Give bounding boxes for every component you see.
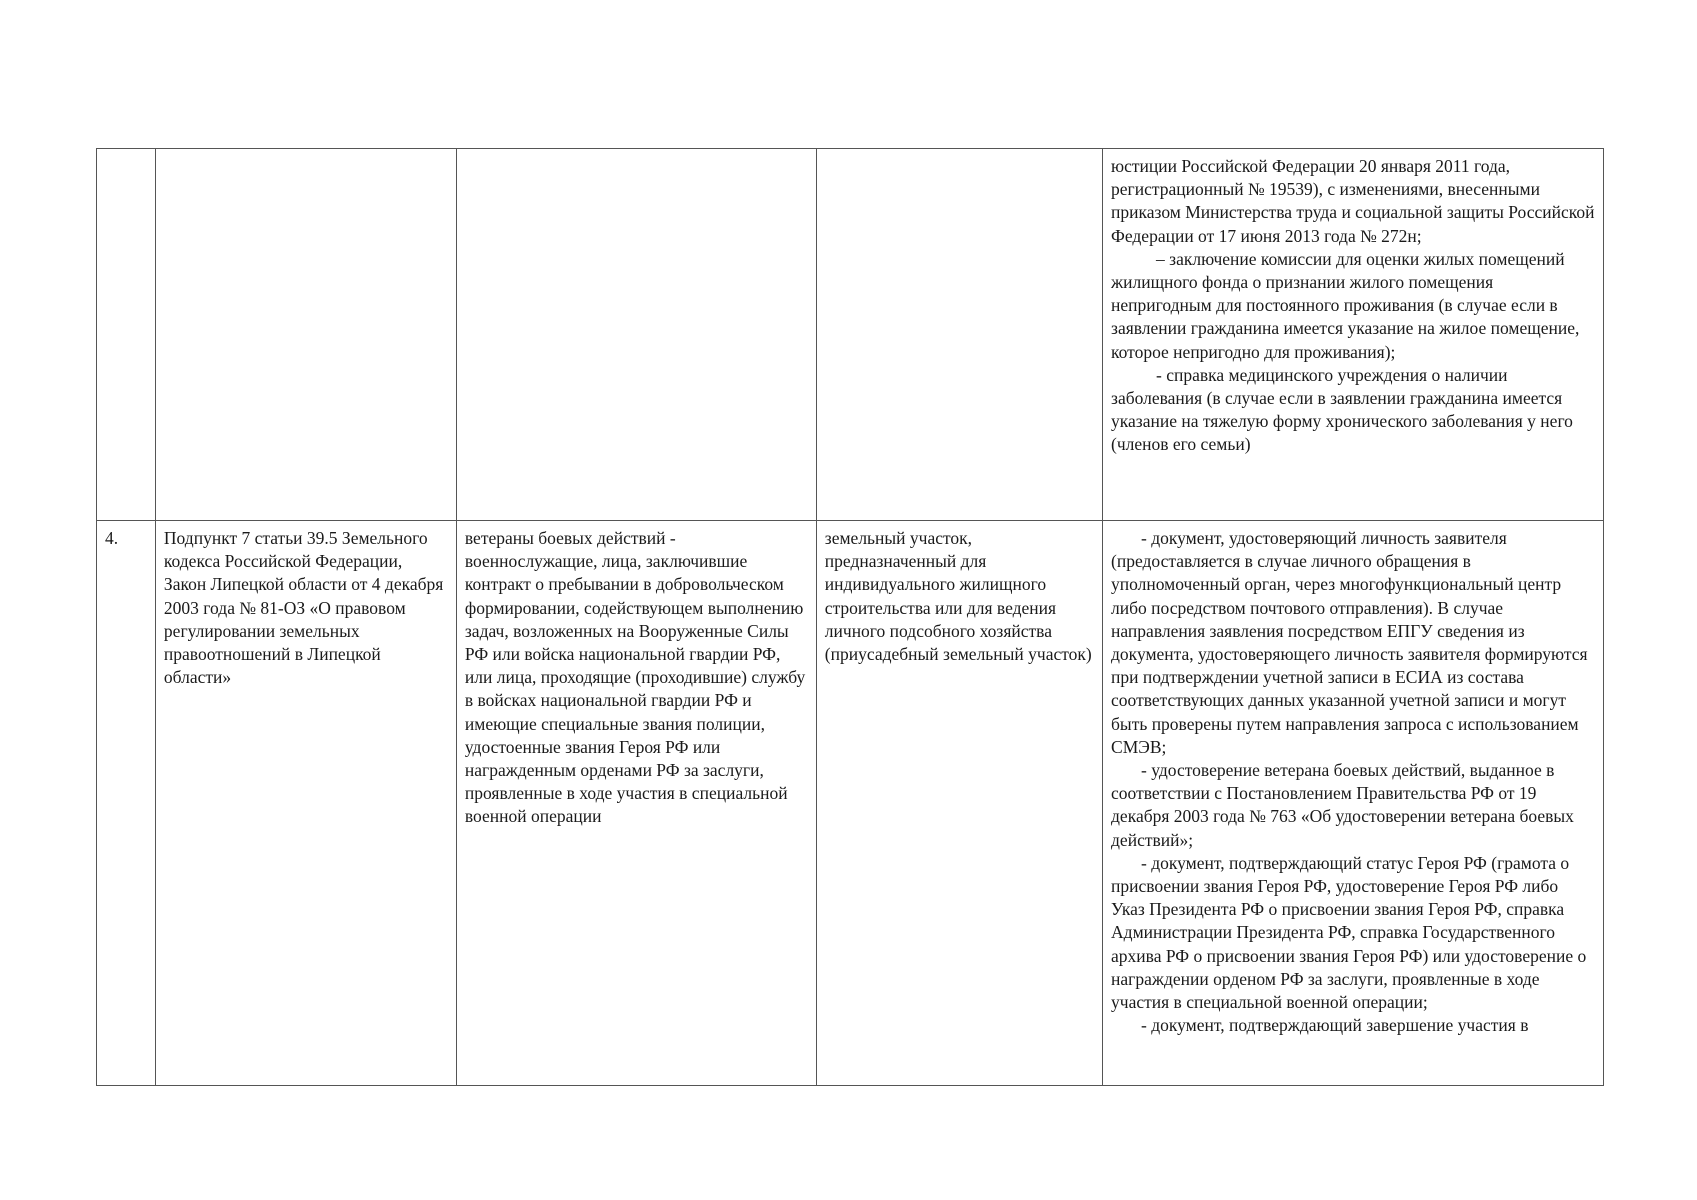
cell-plot <box>816 149 1102 521</box>
cell-number <box>97 149 156 521</box>
legal-basis-text: Подпункт 7 статьи 39.5 Земельного кодекса Российской Федерации, Закон Липецкой области от 4 декабря 2003 года № 81-ОЗ «О правовом регулировании земельных правоотношений в Липецкой области» <box>163 528 444 688</box>
table-row <box>97 149 1604 521</box>
document-table <box>96 148 1604 1086</box>
cell-basis <box>155 521 456 1086</box>
cell-category <box>456 521 816 1086</box>
plot-text: земельный участок, предназначенный для индивидуального жилищного строительства или для ведения личного подсобного хозяйства (приусадебный земельный участок) <box>824 528 1092 665</box>
cell-category <box>456 149 816 521</box>
cell-plot <box>816 521 1102 1086</box>
cell-documents <box>1103 521 1604 1086</box>
row-number: 4. <box>105 528 119 548</box>
document-paragraph: - документ, удостоверяющий личность заявителя (предоставляется в случае личного обращения в уполномоченный орган, через многофункциональный центр либо посредством почтового отправления). В случае направления заявления посредством ЕПГУ сведения из документа, удостоверяющего личность заявителя формируются при подтверждении учетной записи в ЕСИА из состава соответствующих данных указанной учетной записи и могут быть проверены путем направления запроса с использованием СМЭВ; <box>1111 528 1588 757</box>
document-paragraph: - документ, подтверждающий завершение участия в <box>1141 1015 1529 1036</box>
category-text: ветераны боевых действий - военнослужащие, лица, заключившие контракт о пребывании в добровольческом формировании, содействующем выполнению задач, возложенных на Вооруженные Силы РФ или войска национальной гвардии РФ, или лица, проходящие (проходившие) службу в войсках национальной гвардии РФ и имеющие специальные звания полиции, удостоенные звания Героя РФ или награжденным орденами РФ за заслуги, проявленные в ходе участия в специальной военной операции <box>464 528 806 827</box>
table-row <box>97 521 1604 1086</box>
cell-number <box>97 521 156 1086</box>
document-paragraph: - удостоверение ветерана боевых действий, выданное в соответствии с Постановлением Правительства РФ от 19 декабря 2003 года № 763 «Об удостоверении ветерана боевых действий»; <box>1111 760 1574 850</box>
cell-documents <box>1103 149 1604 521</box>
document-paragraph: - документ, подтверждающий статус Героя РФ (грамота о присвоении звания Героя РФ, удостоверение Героя РФ либо Указ Президента РФ о присвоении звания Героя РФ, справка Администрации Президента РФ, справка Государственного архива РФ о присвоении звания Героя РФ) или удостоверение о награждении орденом РФ за заслуги, проявленные в ходе участия в специальной военной операции; <box>1111 852 1587 1013</box>
document-paragraph: - справка медицинского учреждения о наличии заболевания (в случае если в заявлении гражданина имеется указание на тяжелую форму хронического заболевания у него (членов его семьи) <box>1111 364 1573 455</box>
document-paragraph: юстиции Российской Федерации 20 января 2011 года, регистрационный № 19539), с изменениями, внесенными приказом Министерства труда и социальной защиты Российской Федерации от 17 июня 2013 года № 272н; <box>1111 156 1595 246</box>
document-paragraph: – заключение комиссии для оценки жилых помещений жилищного фонда о признании жилого помещения непригодным для постоянного проживания (в случае если в заявлении гражданина имеется указание на жилое помещение, которое непригодно для проживания); <box>1111 248 1580 362</box>
cell-basis <box>155 149 456 521</box>
